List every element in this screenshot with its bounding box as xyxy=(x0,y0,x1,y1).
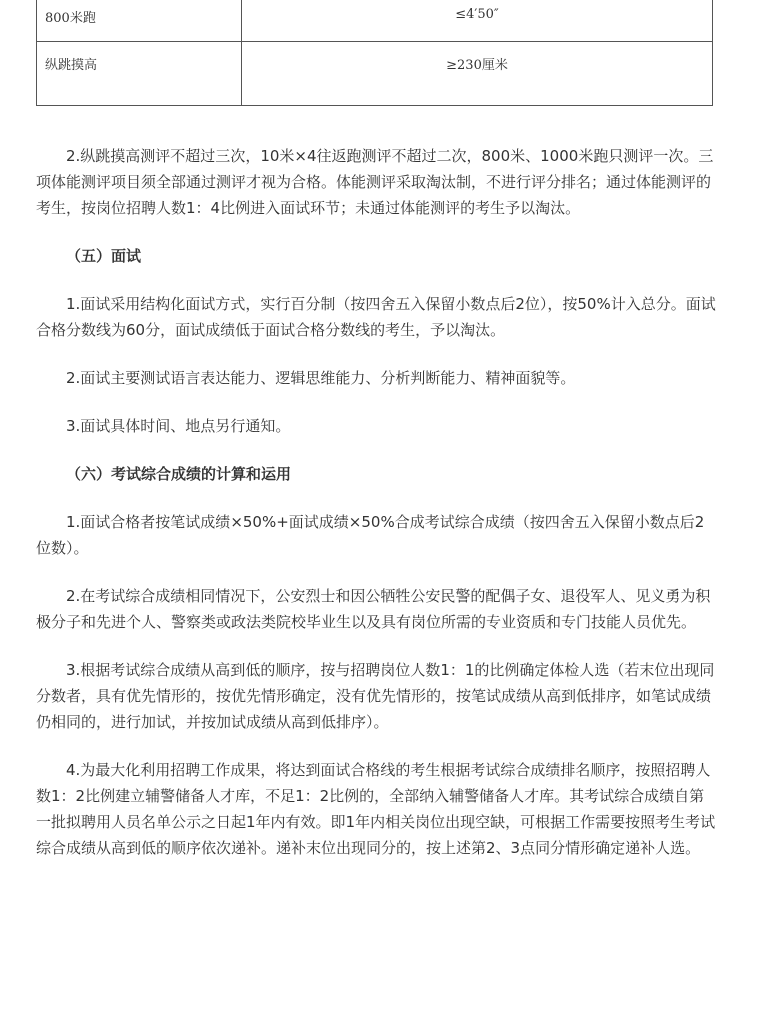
table-row xyxy=(37,42,713,106)
fitness-standards-table-wrap xyxy=(36,0,713,106)
section-heading-interview: （五）面试 xyxy=(66,247,142,265)
section-heading-overall-score: （六）考试综合成绩的计算和运用 xyxy=(66,465,292,483)
paragraph-priority-rules: 2.在考试综合成绩相同情况下，公安烈士和因公牺牲公安民警的配偶子女、退役军人、见义勇为积极分子和先进个人、警察类或政法类院校毕业生以及具有岗位所需的专业资质和专门技能人员优先。 xyxy=(36,587,711,631)
paragraph-interview-content: 2.面试主要测试语言表达能力、逻辑思维能力、分析判断能力、精神面貌等。 xyxy=(66,369,576,387)
paragraph-medical-exam-selection: 3.根据考试综合成绩从高到低的顺序，按与招聘岗位人数1：1的比例确定体检人选（若末位出现同分数者，具有优先情形的，按优先情形确定，没有优先情形的，按笔试成绩从高到低排序，如笔试成绩仍相同的，进行加试，并按加试成绩从高到低排序）。 xyxy=(36,661,715,731)
paragraph-score-formula: 1.面试合格者按笔试成绩×50%+面试成绩×50%合成考试综合成绩（按四舍五入保留小数点后2位数）。 xyxy=(36,513,705,557)
article-body xyxy=(36,143,716,883)
paragraph-fitness-rules: 2.纵跳摸高测评不超过三次，10米×4往返跑测评不超过二次，800米、1000米跑只测评一次。三项体能测评项目须全部通过测评才视为合格。体能测评采取淘汰制，不进行评分排名；通过体能测评的考生，按岗位招聘人数1：4比例进入面试环节；未通过体能测评的考生予以淘汰。 xyxy=(36,147,714,217)
table-cell-item: 800米跑 xyxy=(37,0,242,42)
fitness-standards-table xyxy=(36,0,713,106)
table-row xyxy=(37,0,713,42)
paragraph-interview-method: 1.面试采用结构化面试方式，实行百分制（按四舍五入保留小数点后2位），按50%计入总分。面试合格分数线为60分，面试成绩低于面试合格分数线的考生，予以淘汰。 xyxy=(36,295,716,339)
table-cell-item: 纵跳摸高 xyxy=(37,42,242,106)
table-cell-standard: ≤4′50″ xyxy=(242,0,713,42)
table-cell-standard: ≥230厘米 xyxy=(242,42,713,106)
paragraph-interview-schedule: 3.面试具体时间、地点另行通知。 xyxy=(66,417,291,435)
paragraph-reserve-pool: 4.为最大化利用招聘工作成果，将达到面试合格线的考生根据考试综合成绩排名顺序，按照招聘人数1：2比例建立辅警储备人才库，不足1：2比例的，全部纳入辅警储备人才库。其考试综合成绩自第一批拟聘用人员名单公示之日起1年内有效。即1年内相关岗位出现空缺，可根据工作需要按照考生考试综合成绩从高到低的顺序依次递补。递补末位出现同分的，按上述第2、3点同分情形确定递补人选。 xyxy=(36,761,716,857)
